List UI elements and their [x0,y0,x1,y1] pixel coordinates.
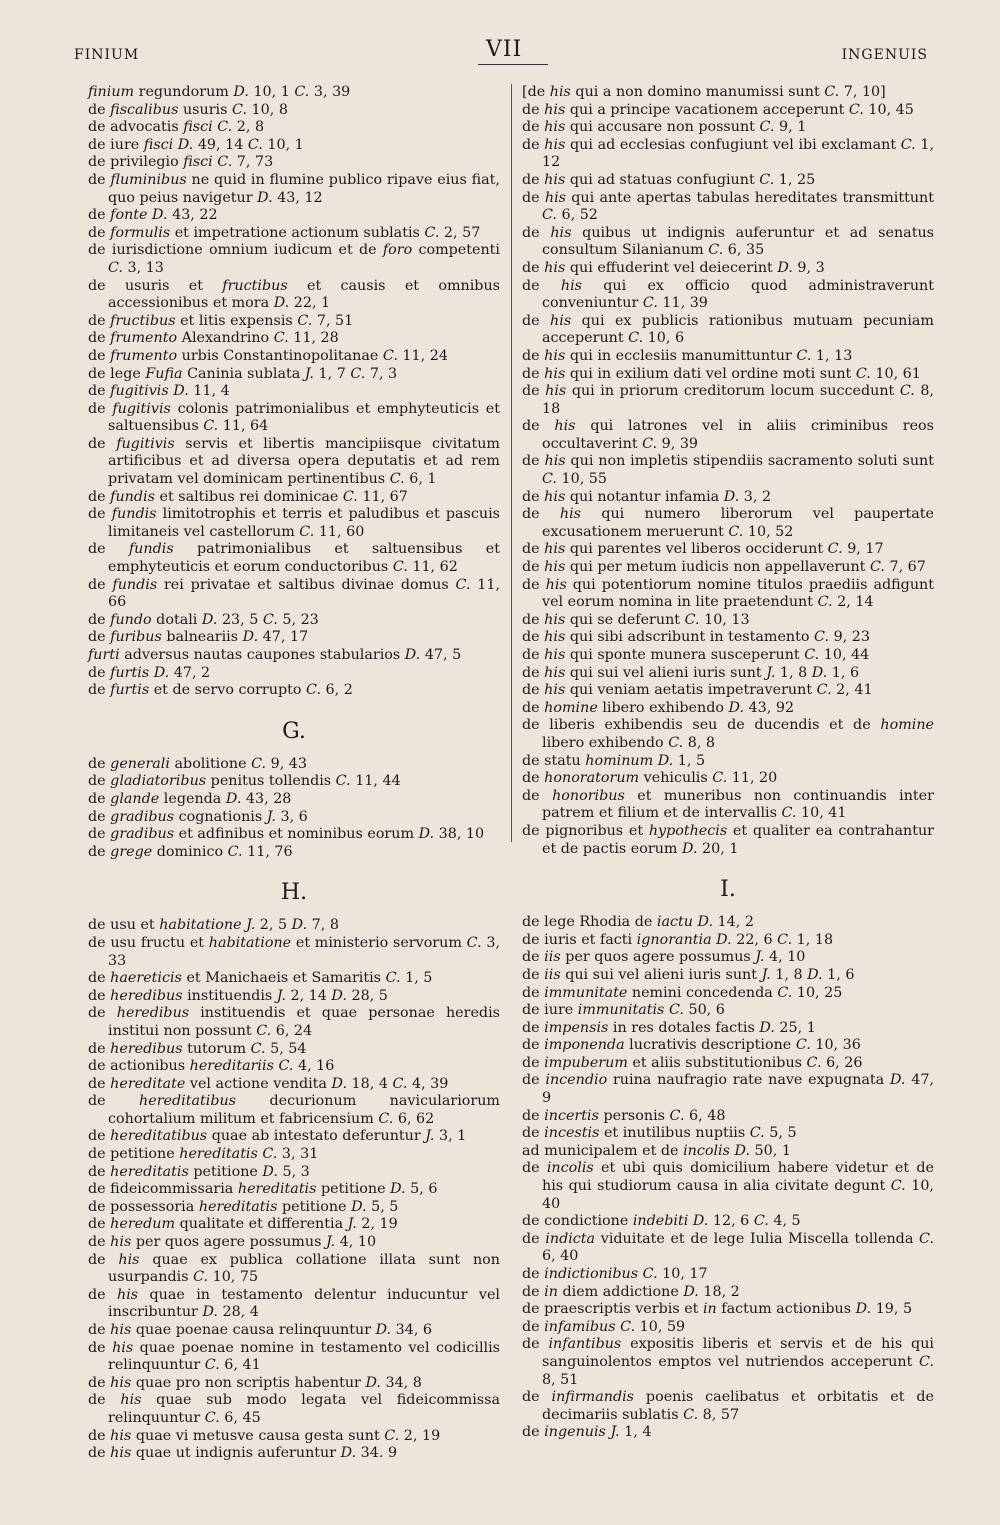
index-entry: de his qui per metum iudicis non appellaverunt C. 7, 67 [522,559,926,576]
index-entry: de fructibus et litis expensis C. 7, 51 [88,312,354,329]
index-entry: de incendio ruina naufragio rate nave expugnata D. 47, 9 [522,1072,934,1107]
index-entry: de honoratorum vehiculis C. 11, 20 [522,770,778,787]
index-entry: de his qui ex officio quod administraverunt conveniuntur C. 11, 39 [522,277,934,312]
index-entry: de fundo dotali D. 23, 5 C. 5, 23 [88,611,319,628]
index-entry: ad municipalem et de incolis D. 50, 1 [522,1142,791,1159]
index-entry: de his qui veniam aetatis impetraverunt C. 2, 41 [522,682,873,699]
index-entry: de impensis in res dotales factis D. 25, 1 [522,1019,816,1036]
section-letter-heading: G. [282,718,306,744]
index-entry: de his qui parentes vel liberos occiderunt C. 9, 17 [522,541,884,558]
index-entry: de frumento urbis Constantinopolitanae C. 11, 24 [88,347,448,364]
index-entry: de his qui a principe vacationem acceperunt C. 10, 45 [522,101,914,118]
index-entry: de condictione indebiti D. 12, 6 C. 4, 5 [522,1213,801,1230]
index-entry: de actionibus hereditariis C. 4, 16 [88,1058,335,1075]
page-number: VII [486,37,523,62]
index-entry: de fugitivis colonis patrimonialibus et emphyteuticis et saltuensibus C. 11, 64 [88,400,500,435]
index-entry: de indicta viduitate et de lege Iulia Miscella tollenda C. 6, 40 [522,1230,934,1265]
index-entry: finium regundorum D. 10, 1 C. 3, 39 [88,84,351,100]
index-entry: de usu et habitatione J. 2, 5 D. 7, 8 [88,917,339,934]
index-entry: de gladiatoribus penitus tollendis C. 11, 44 [88,773,401,790]
index-entry: de fideicommissaria hereditatis petitione D. 5, 6 [88,1181,438,1198]
section-letter-heading: I. [720,877,736,903]
index-entry: de in diem addictione D. 18, 2 [522,1283,740,1300]
index-entry: de his quae sub modo legata vel fideicommissa relinquuntur C. 6, 45 [88,1392,500,1426]
index-entry: de furtis et de servo corrupto C. 6, 2 [88,682,353,699]
index-entry: [de his qui a non domino manumissi sunt C. 7, 10] [522,84,886,100]
index-entry: de incolis et ubi quis domicilium habere videtur et de his qui studiorum causa in alia civitate degunt C. 10, 40 [522,1160,934,1212]
running-header [0,37,1000,77]
index-entry: de his qui ad statuas confugiunt C. 1, 25 [522,171,816,188]
index-entry: de his qui notantur infamia D. 3, 2 [522,488,772,505]
index-entry: de his quae pro non scriptis habentur D. 34, 8 [88,1374,422,1391]
index-entry: de his quae vi metusve causa gesta sunt C. 2, 19 [88,1427,441,1444]
index-entry: de his qui in priorum creditorum locum succedunt C. 8, 18 [522,383,934,417]
index-entry: de hereditate vel actione vendita D. 18, 4 C. 4, 39 [88,1075,449,1092]
index-entry: de gradibus cognationis J. 3, 6 [88,808,308,825]
index-entry: de heredum qualitate et differentia J. 2, 19 [88,1216,398,1233]
index-entry: de his quae poenae causa relinquuntur D. 34, 6 [88,1322,433,1338]
index-entry: de petitione hereditatis C. 3, 31 [88,1146,319,1163]
index-entry: de possessoria hereditatis petitione D. 5, 5 [88,1198,399,1215]
index-entry: de his qui potentiorum nomine titulos praediis adfigunt vel eorum nomina in lite praetendunt C. 2, 14 [522,576,934,611]
index-entry: de fundis rei privatae et saltibus divinae domus C. 11, 66 [88,576,500,611]
index-entry: de fundis et saltibus rei dominicae C. 11, 67 [88,488,408,505]
index-entry: de furibus balneariis D. 47, 17 [88,629,309,646]
right-column [522,84,934,1442]
index-entry: de lege Fufia Caninia sublata J. 1, 7 C. 7, 3 [88,365,398,382]
header-last-keyword: INGENUIS [841,47,928,63]
index-entry: de his qui ante apertas tabulas hereditates transmittunt C. 6, 52 [522,189,934,224]
index-entry: de haereticis et Manichaeis et Samaritis C. 1, 5 [88,970,433,987]
index-entry: de fundis limitotrophis et terris et paludibus et pascuis limitaneis vel castellorum C. 11, 60 [88,506,500,540]
index-entry: de fugitivis D. 11, 4 [88,383,230,400]
index-entry: de his qui sui vel alieni iuris sunt J. 1, 8 D. 1, 6 [522,664,860,681]
index-entry: de fundis patrimonialibus et saltuensibus et emphyteuticis et eorum conductoribus C. 11, 62 [88,541,500,576]
header-rule [478,64,548,65]
index-entry: de imponenda lucrativis descriptione C. 10, 36 [522,1037,861,1054]
left-column [88,84,500,1463]
index-entry: de praescriptis verbis et in factum actionibus D. 19, 5 [522,1301,913,1318]
index-entry: de incestis et inutilibus nuptiis C. 5, 5 [522,1125,797,1142]
index-entry: de his qui sponte munera susceperunt C. 10, 44 [522,647,870,663]
index-entry: de his quae ut indignis auferuntur D. 34. 9 [88,1445,398,1462]
index-entry: de infamibus C. 10, 59 [522,1318,686,1335]
index-entry: de gradibus et adfinibus et nominibus eorum D. 38, 10 [88,826,485,843]
index-entry: de his qui latrones vel in aliis criminibus reos occultaverint C. 9, 39 [522,418,934,452]
index-entry: de heredibus tutorum C. 5, 54 [88,1040,307,1057]
index-entry: de advocatis fisci C. 2, 8 [88,119,265,136]
index-entry: de homine libero exhibendo D. 43, 92 [522,699,795,716]
index-entry: de generali abolitione C. 9, 43 [88,755,308,772]
column-divider [511,84,512,842]
index-entry: de heredibus instituendis et quae personae heredis institui non possunt C. 6, 24 [88,1005,500,1039]
index-entry: de honoribus et muneribus non continuandis inter patrem et filium et de intervallis C. 10, 41 [522,787,934,822]
index-entry: de indictionibus C. 10, 17 [522,1266,708,1282]
index-entry: de formulis et impetratione actionum sublatis C. 2, 57 [88,224,481,241]
index-entry: furti adversus nautas caupones stabularios D. 47, 5 [88,647,462,663]
index-entry: de his qui sibi adscribunt in testamento C. 9, 23 [522,629,870,646]
index-entry: de statu hominum D. 1, 5 [522,752,706,769]
index-entry: de his quibus ut indignis auferuntur et ad senatus consultum Silanianum C. 6, 35 [522,224,934,259]
index-entry: de his per quos agere possumus J. 4, 10 [88,1234,377,1251]
index-entry: de iuris et facti ignorantia D. 22, 6 C. 1, 18 [522,931,834,948]
index-entry: de fiscalibus usuris C. 10, 8 [88,101,288,118]
index-entry: de his qui effuderint vel deiecerint D. 9, 3 [522,259,825,276]
section-letter-heading: H. [280,880,308,906]
index-entry: de his qui non impletis stipendiis sacramento soluti sunt C. 10, 55 [522,453,934,488]
index-entry: de usu fructu et habitatione et ministerio servorum C. 3, 33 [88,934,500,969]
index-entry: de his qui accusare non possunt C. 9, 1 [522,119,807,136]
index-entry: de privilegio fisci C. 7, 73 [88,154,274,171]
index-entry: de fugitivis servis et libertis mancipiisque civitatum artificibus et ad diversa opera deputatis et ad rem privatam vel dominicam pertinentibus C. 6, 1 [88,435,500,488]
index-entry: de frumento Alexandrino C. 11, 28 [88,330,339,347]
index-entry: de iurisdictione omnium iudicum et de foro competenti C. 3, 13 [88,242,501,276]
index-entry: de lege Rhodia de iactu D. 14, 2 [522,914,754,931]
index-entry: de infantibus expositis liberis et servis et de his qui sanguinolentos emptos vel nutriendos acceperunt C. 8, 51 [522,1336,934,1388]
index-entry: de his qui in exilium dati vel ordine moti sunt C. 10, 61 [522,365,921,382]
index-entry: de his quae ex publica collatione illata sunt non usurpandis C. 10, 75 [88,1251,500,1286]
index-entry: de his qui ad ecclesias confugiunt vel ibi exclamant C. 1, 12 [522,136,934,171]
index-entry: de his quae poenae nomine in testamento vel codicillis relinquuntur C. 6, 41 [88,1339,500,1374]
index-entry: de impuberum et aliis substitutionibus C. 6, 26 [522,1054,863,1071]
index-entry: de liberis exhibendis seu de ducendis et de homine libero exhibendo C. 8, 8 [522,717,934,751]
index-entry: de infirmandis poenis caelibatus et orbitatis et de decimariis sublatis C. 8, 57 [522,1389,934,1423]
index-entry: de immunitate nemini concedenda C. 10, 25 [522,984,843,1001]
index-entry: de grege dominico C. 11, 76 [88,843,293,860]
index-entry: de fonte D. 43, 22 [88,207,218,224]
index-entry: de his qui se deferunt C. 10, 13 [522,611,750,628]
index-entry: de iure immunitatis C. 50, 6 [522,1002,725,1019]
index-entry: de his quae in testamento delentur inducuntur vel inscribuntur D. 28, 4 [88,1286,500,1321]
index-entry: de usuris et fructibus et causis et omnibus accessionibus et mora D. 22, 1 [88,277,500,312]
index-entry: de heredibus instituendis J. 2, 14 D. 28, 5 [88,987,388,1004]
header-first-keyword: FINIUM [74,47,140,63]
index-entry: de fluminibus ne quid in flumine publico ripave eius fiat, quo peius navigetur D. 43, 12 [88,171,500,206]
index-entry: de iure fisci D. 49, 14 C. 10, 1 [88,136,304,153]
index-entry: de hereditatis petitione D. 5, 3 [88,1163,310,1180]
index-entry: de his qui numero liberorum vel paupertate excusationem meruerunt C. 10, 52 [522,506,934,540]
index-entry: de hereditatibus decurionum naviculariorum cohortalium militum et fabricensium C. 6, 62 [88,1093,500,1127]
index-entry: de ingenuis J. 1, 4 [522,1424,652,1441]
index-entry: de furtis D. 47, 2 [88,664,211,681]
index-entry: de his qui in ecclesiis manumittuntur C. 1, 13 [522,347,853,364]
index-entry: de incertis personis C. 6, 48 [522,1107,726,1124]
index-entry: de pignoribus et hypothecis et qualiter ea contrahantur et de pactis eorum D. 20, 1 [522,822,935,857]
index-entry: de hereditatibus quae ab intestato deferuntur J. 3, 1 [88,1128,467,1145]
index-entry: de glande legenda D. 43, 28 [88,790,292,807]
index-entry: de iis qui sui vel alieni iuris sunt J. 1, 8 D. 1, 6 [522,966,855,983]
index-entry: de iis per quos agere possumus J. 4, 10 [522,949,806,966]
index-entry: de his qui ex publicis rationibus mutuam pecuniam acceperunt C. 10, 6 [522,312,934,347]
